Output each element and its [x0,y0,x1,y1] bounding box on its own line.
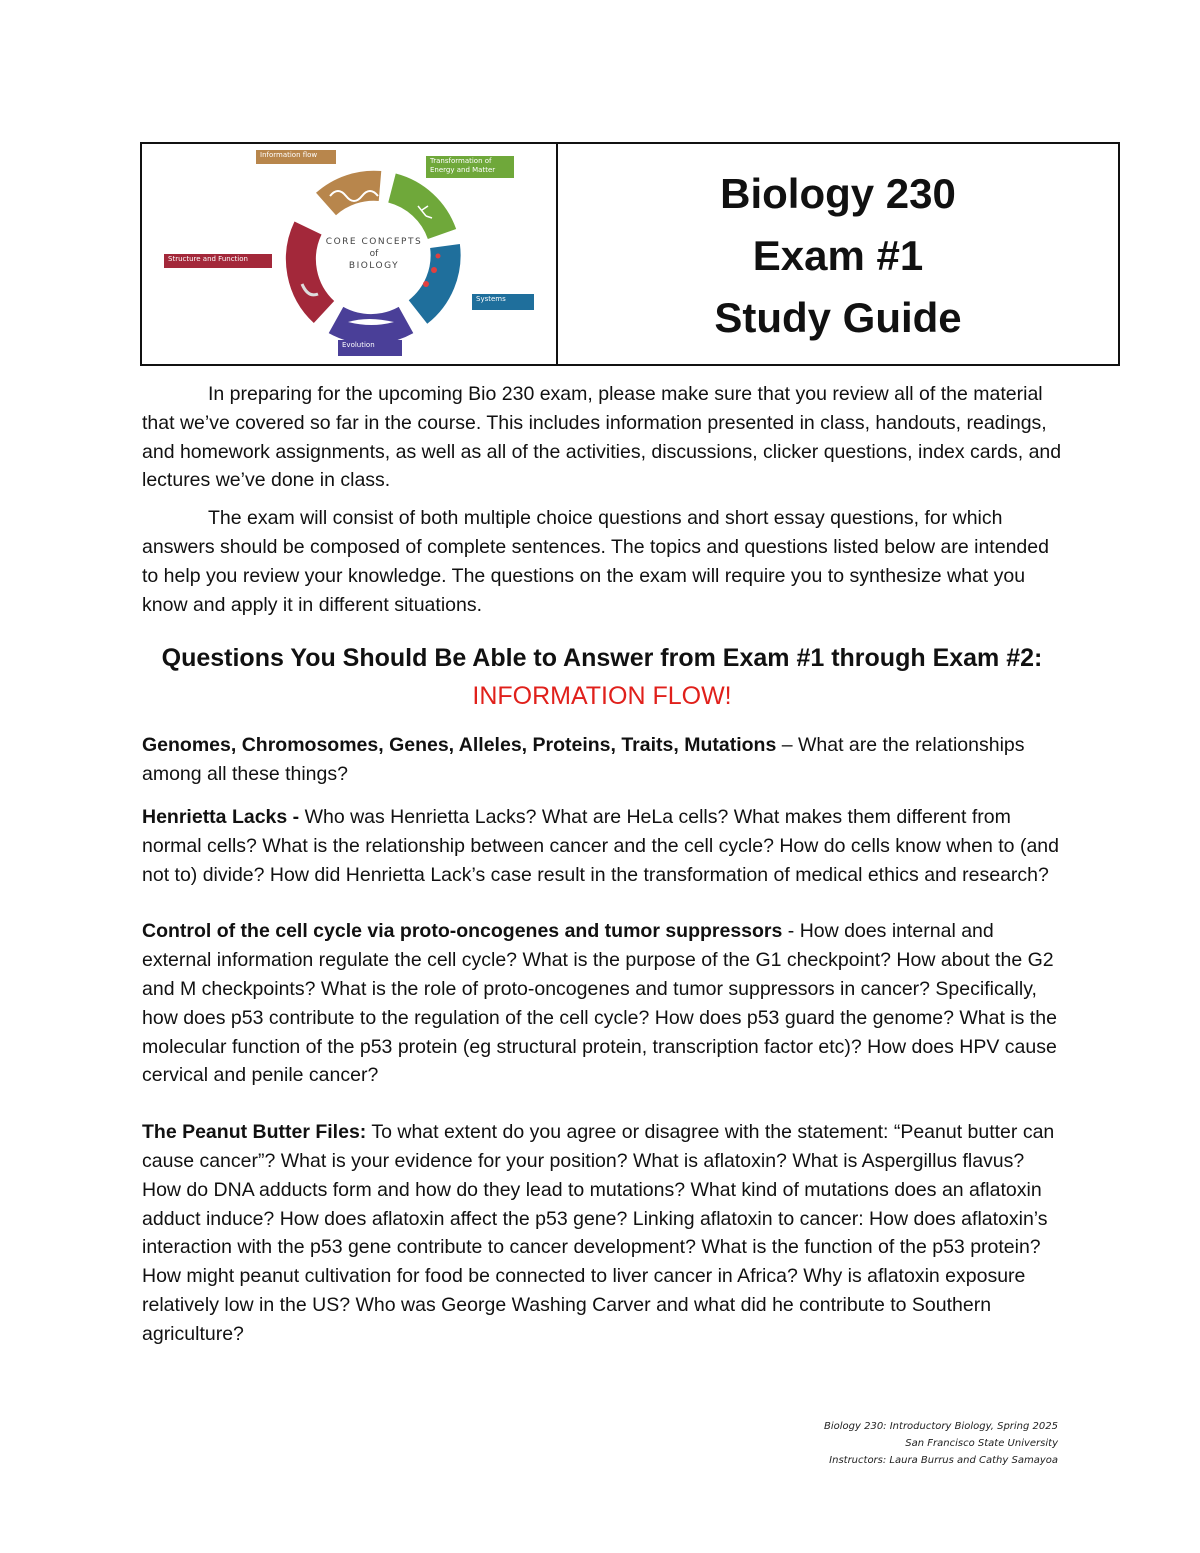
topic-body: - How does internal and external information regulate the cell cycle? What is the purpose of the G1 checkpoint? How about the G2 and M checkpoints? What is the role of proto-oncogenes and tumor suppressors in cancer? Specifically, how does p53 contribute to the regulation of the cell cycle? How does p53 guard the genome? What is the molecular function of the p53 protein (eg structural protein, transcription factor etc)? How does HPV cause cervical and penile cancer? [142,920,1057,1087]
header-box [140,142,1120,366]
page-footer [824,1418,1058,1469]
wheel-center-line1: CORE CONCEPTS [325,237,423,247]
questions-heading-main: Questions You Should Be Able to Answer from Exam #1 through Exam #2: [161,644,1043,673]
label-evolution: Evolution [338,340,402,356]
segment-transformation [392,188,442,234]
label-information-flow: Information flow [256,150,336,164]
label-systems: Systems [472,294,534,310]
document-body [142,380,1062,1363]
title-line-2: Exam #1 [752,232,924,279]
segment-structure-function [301,228,324,312]
topic-title: Henrietta Lacks - [142,805,300,828]
topic-title: Genomes, Chromosomes, Genes, Alleles, Proteins, Traits, Mutations [142,734,777,757]
footer-instructors: Instructors: Laura Burrus and Cathy Samayoa [829,1455,1058,1466]
topic-body: Who was Henrietta Lacks? What are HeLa cells? What makes them different from normal cells? What is the relationship between cancer and the cell cycle? How do cells know when to (and not to) divide? How did Henrietta Lack’s case result in the transformation of medical ethics and research? [142,805,1059,886]
questions-heading [142,639,1062,715]
topic-title: Control of the cell cycle via proto-oncogenes and tumor suppressors [142,920,783,943]
topic-title: The Peanut Butter Files: [142,1121,367,1144]
label-transformation: Transformation of Energy and Matter [426,156,514,178]
document-title [558,144,1118,364]
intro-paragraph-2: The exam will consist of both multiple choice questions and short essay questions, for which answers should be composed of complete sentences. The topics and questions listed below are intended to help you review your knowledge. The questions on the exam will require you to synthesize what you know and apply it in different situations. [142,507,1049,616]
questions-heading-highlight: INFORMATION FLOW! [472,682,732,711]
intro-paragraph-1: In preparing for the upcoming Bio 230 exam, please make sure that you review all of the material that we’ve covered so far in the course. This includes information presented in class, handouts, readings, and homework assignments, as well as all of the activities, discussions, clicker questions, index cards, and lectures we’ve done in class. [142,383,1062,492]
wheel-center-line3: BIOLOGY [348,261,400,271]
topic-peanut-butter-files [142,1118,1062,1348]
topic-cell-cycle-control [142,917,1062,1090]
molecule-icon [431,267,437,273]
footer-university: San Francisco State University [905,1438,1058,1449]
footer-course: Biology 230: Introductory Biology, Spring 2025 [824,1421,1058,1432]
topic-body: – What are the relationships among all these things? [142,734,1025,786]
wheel-center-line2: of [369,249,379,259]
topic-henrietta-lacks [142,803,1062,889]
segment-systems [418,246,446,312]
title-line-1: Biology 230 [720,170,956,217]
topic-genomes [142,731,1062,789]
title-line-3: Study Guide [714,294,962,341]
topic-body: To what extent do you agree or disagree with the statement: “Peanut butter can cause cancer”? What is your evidence for your position? What is aflatoxin? What is Aspergillus flavus? How do DNA adducts form and how do they lead to mutations? What kind of mutations does an aflatoxin adduct induce? How does aflatoxin affect the p53 gene? Linking aflatoxin to cancer: How does aflatoxin’s interaction with the p53 gene contribute to cancer development? What is the function of the p53 protein? How might peanut cultivation for food be connected to liver cancer in Africa? Why is aflatoxin exposure relatively low in the US? Who was George Washing Carver and what did he contribute to Southern agriculture? [142,1121,1055,1345]
core-concepts-figure [142,144,558,364]
label-structure-function: Structure and Function [164,254,272,268]
